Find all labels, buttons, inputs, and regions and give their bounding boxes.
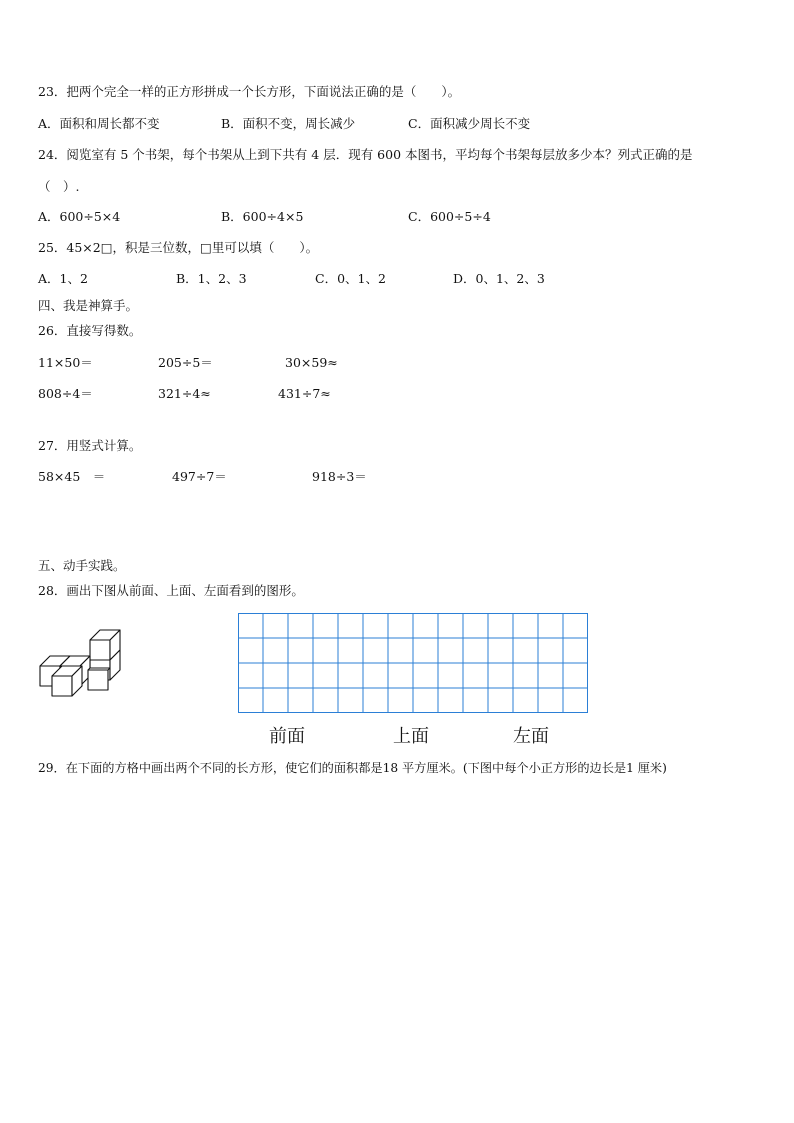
- q26-stem: 26．直接写得数。: [38, 323, 142, 338]
- q26-item-3: 30×59≈: [285, 355, 338, 370]
- section-4-heading: 四、我是神算手。: [38, 298, 139, 313]
- grid-label-front: 前面: [269, 726, 305, 747]
- q24-option-c: C．600÷5÷4: [408, 209, 491, 224]
- q26-item-6: 431÷7≈: [278, 386, 331, 401]
- grid-label-left: 左面: [513, 726, 549, 747]
- section-5-heading: 五、动手实践。: [38, 558, 126, 573]
- cube-stack-figure: [38, 628, 133, 698]
- q26-item-4: 808÷4＝: [38, 386, 93, 401]
- q26-item-1: 11×50＝: [38, 355, 93, 370]
- q25-option-b: B．1、2、3: [176, 271, 247, 286]
- q27-item-1: 58×45 ＝: [38, 469, 106, 484]
- q25-option-a: A．1、2: [38, 271, 88, 286]
- q23-option-b: B．面积不变，周长减少: [221, 116, 356, 131]
- grid-label-top: 上面: [393, 726, 429, 747]
- q25-stem: 25．45×2□，积是三位数，□里可以填（ ）。: [38, 240, 319, 255]
- drawing-grid[interactable]: [238, 613, 588, 713]
- cube-front-right: [88, 668, 110, 690]
- q25-option-d: D．0、1、2、3: [453, 271, 545, 286]
- q29-stem: 29．在下面的方格中画出两个不同的长方形，使它们的面积都是18 平方厘米。(下图中每个小正方形的边长是1 厘米): [38, 761, 667, 775]
- q23-option-a: A．面积和周长都不变: [38, 116, 160, 131]
- q27-item-3: 918÷3＝: [312, 469, 367, 484]
- q28-stem: 28．画出下图从前面、上面、左面看到的图形。: [38, 583, 304, 598]
- q24-stem-cont: （ ）.: [38, 179, 80, 194]
- q23-stem: 23．把两个完全一样的正方形拼成一个长方形，下面说法正确的是（ ）。: [38, 84, 461, 99]
- q27-item-2: 497÷7＝: [172, 469, 227, 484]
- q24-option-a: A．600÷5×4: [38, 209, 121, 224]
- q23-option-c: C．面积减少周长不变: [408, 116, 531, 131]
- q26-item-5: 321÷4≈: [158, 386, 211, 401]
- q26-item-2: 205÷5＝: [158, 355, 213, 370]
- q24-option-b: B．600÷4×5: [221, 209, 304, 224]
- q25-option-c: C．0、1、2: [315, 271, 386, 286]
- q24-stem: 24．阅览室有 5 个书架，每个书架从上到下共有 4 层．现有 600 本图书，平均每个书架每层放多少本？列式正确的是: [38, 147, 693, 162]
- q27-stem: 27．用竖式计算。: [38, 438, 142, 453]
